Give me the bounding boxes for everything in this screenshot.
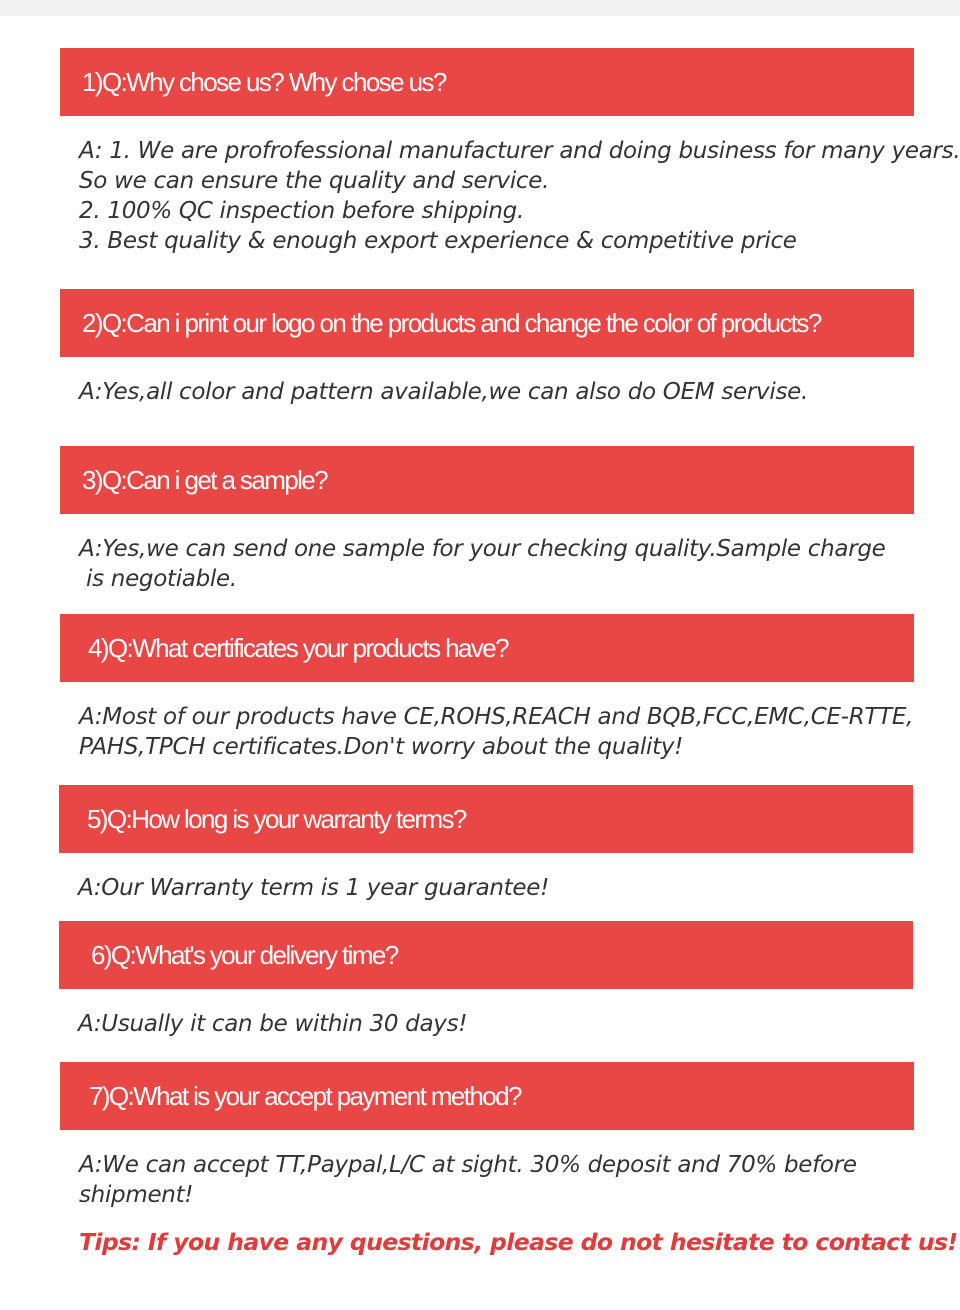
answer-line: PAHS,TPCH certificates.Don't worry about the quality! (79, 734, 684, 760)
faq-question-5-text: 5)Q:How long is your warranty terms? (87, 803, 466, 834)
faq-question-1-text: 1)Q:Why chose us? Why chose us? (82, 66, 446, 97)
answer-line: A:Our Warranty term is 1 year guarantee! (78, 875, 549, 901)
faq-question-3 (60, 446, 914, 514)
top-strip (0, 0, 960, 16)
faq-question-4-text: 4)Q:What certificates your products have? (88, 632, 508, 663)
faq-question-6-text: 6)Q:What's your delivery time? (91, 939, 398, 970)
faq-answer-1 (79, 136, 960, 256)
faq-question-5 (59, 785, 913, 853)
answer-line: So we can ensure the quality and service. (79, 168, 550, 194)
answer-line: is negotiable. (79, 566, 237, 592)
answer-line: A:Usually it can be within 30 days! (78, 1011, 468, 1037)
answer-line: 3. Best quality & enough export experience & competitive price (79, 228, 797, 254)
faq-answer-7 (79, 1150, 857, 1210)
answer-line: shipment! (79, 1182, 194, 1208)
faq-question-2 (60, 289, 914, 357)
faq-question-2-text: 2)Q:Can i print our logo on the products and change the color of products? (82, 307, 821, 338)
faq-answer-3 (79, 534, 886, 594)
answer-line: A: 1. We are profrofessional manufacturer and doing business for many years. (79, 138, 960, 164)
faq-answer-6 (78, 1009, 467, 1039)
faq-answer-4 (79, 702, 913, 762)
faq-question-7 (60, 1062, 914, 1130)
faq-answer-2 (79, 377, 808, 407)
answer-line: A:Yes,all color and pattern available,we can also do OEM servise. (79, 379, 809, 405)
faq-answer-5 (78, 873, 549, 903)
answer-line: A:We can accept TT,Paypal,L/C at sight. 30% deposit and 70% before (79, 1152, 857, 1178)
tips-text: Tips: If you have any questions, please do not hesitate to contact us! (79, 1228, 958, 1256)
answer-line: 2. 100% QC inspection before shipping. (79, 198, 524, 224)
faq-question-1 (60, 48, 914, 116)
faq-question-4 (60, 614, 914, 682)
faq-question-3-text: 3)Q:Can i get a sample? (82, 464, 328, 495)
faq-question-6 (59, 921, 913, 989)
answer-line: A:Most of our products have CE,ROHS,REACH and BQB,FCC,EMC,CE-RTTE, (79, 704, 914, 730)
faq-question-7-text: 7)Q:What is your accept payment method? (89, 1080, 521, 1111)
answer-line: A:Yes,we can send one sample for your checking quality.Sample charge (79, 536, 886, 562)
